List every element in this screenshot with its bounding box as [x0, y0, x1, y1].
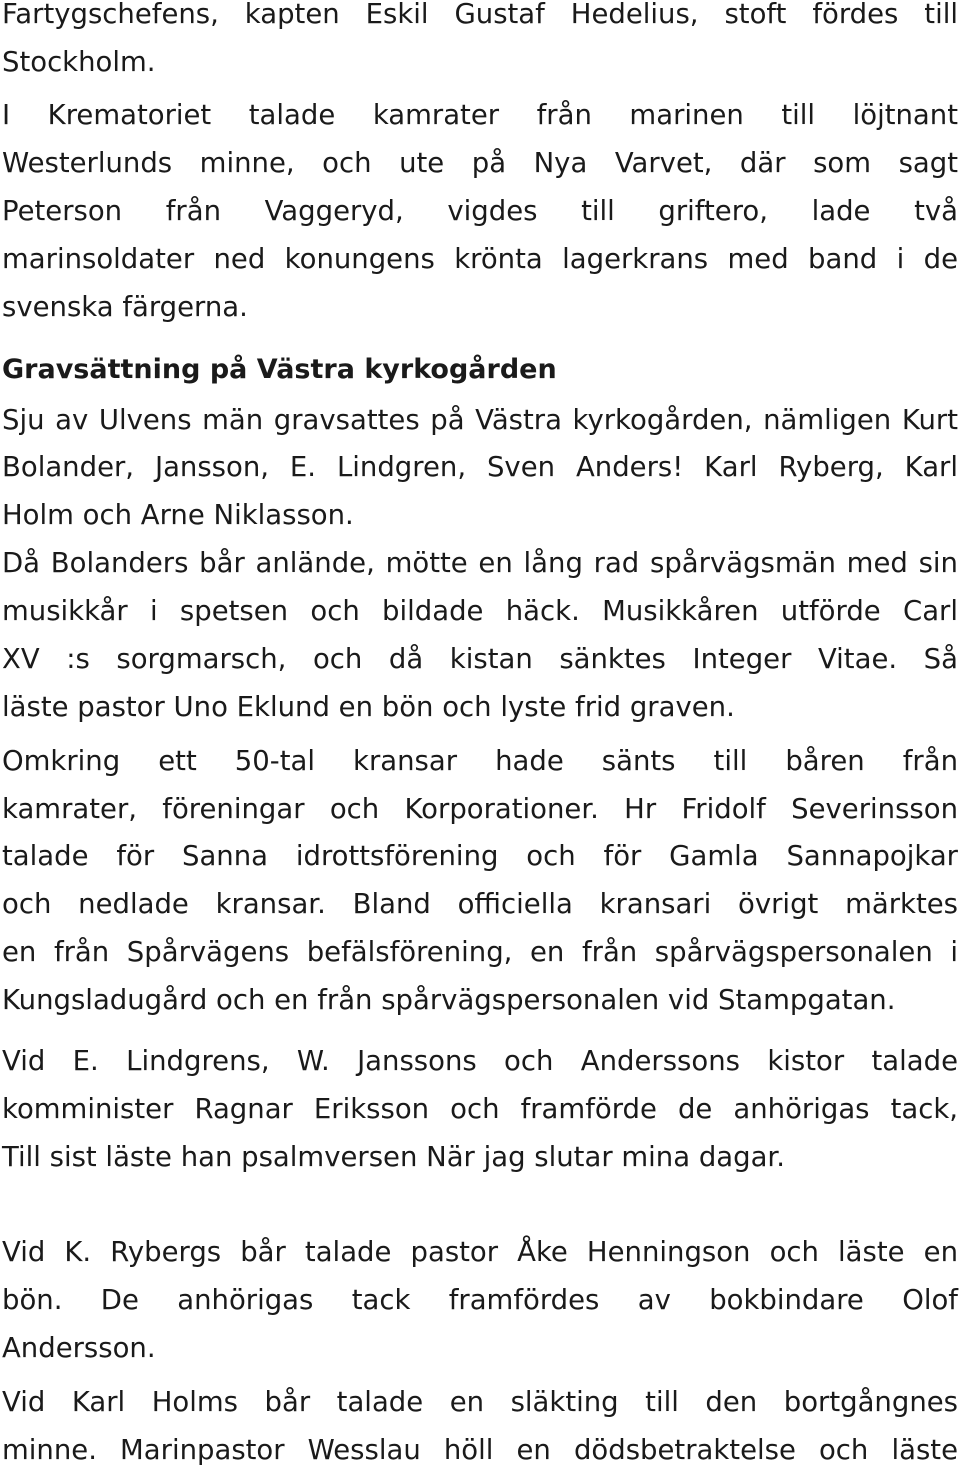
text-line: musikkår i spetsen och bildade häck. Musikkåren utförde Carl — [2, 595, 958, 627]
text-line: I Krematoriet talade kamrater från marinen till löjtnant — [2, 99, 958, 131]
text-line: Sju av Ulvens män gravsattes på Västra kyrkogården, nämligen Kurt — [2, 404, 958, 436]
text-line: Holm och Arne Niklasson. — [2, 499, 354, 531]
section-heading: Gravsättning på Västra kyrkogården — [2, 354, 557, 385]
text-line: Då Bolanders bår anlände, mötte en lång rad spårvägsmän med sin — [2, 547, 958, 579]
text-line: Omkring ett 50-tal kransar hade sänts till båren från — [2, 745, 958, 777]
text-line: Westerlunds minne, och ute på Nya Varvet, där som sagt — [2, 147, 958, 179]
text-line: svenska färgerna. — [2, 291, 248, 323]
text-line: Stockholm. — [2, 46, 156, 78]
text-line: bön. De anhörigas tack framfördes av bokbindare Olof — [2, 1284, 958, 1316]
text-line: XV :s sorgmarsch, och då kistan sänktes Integer Vitae. Så — [2, 643, 958, 675]
text-line: läste pastor Uno Eklund en bön och lyste frid graven. — [2, 691, 735, 723]
text-line: Vid Karl Holms bår talade en släkting till den bortgångnes — [2, 1386, 958, 1418]
text-line: kamrater, föreningar och Korporationer. Hr Fridolf Severinsson — [2, 793, 958, 825]
text-line: minne. Marinpastor Wesslau höll en dödsbetraktelse och läste — [2, 1434, 958, 1466]
text-line: Fartygschefens, kapten Eskil Gustaf Hedelius, stoft fördes till — [2, 0, 958, 30]
text-line: Vid E. Lindgrens, W. Janssons och Anderssons kistor talade — [2, 1045, 958, 1077]
text-line: och nedlade kransar. Bland officiella kransari övrigt märktes — [2, 888, 958, 920]
text-line: Peterson från Vaggeryd, vigdes till griftero, lade två — [2, 195, 958, 227]
text-line: Kungsladugård och en från spårvägspersonalen vid Stampgatan. — [2, 984, 896, 1016]
text-line: komminister Ragnar Eriksson och framförde de anhörigas tack, — [2, 1093, 958, 1125]
text-line: Bolander, Jansson, E. Lindgren, Sven Anders! Karl Ryberg, Karl — [2, 451, 958, 483]
text-line: en från Spårvägens befälsförening, en från spårvägspersonalen i — [2, 936, 958, 968]
text-line: Andersson. — [2, 1332, 156, 1364]
text-line: marinsoldater ned konungens krönta lagerkrans med band i de — [2, 243, 958, 275]
text-line: talade för Sanna idrottsförening och för Gamla Sannapojkar — [2, 840, 958, 872]
text-line: Vid K. Rybergs bår talade pastor Åke Henningson och läste en — [2, 1236, 958, 1268]
text-line: Till sist läste han psalmversen När jag slutar mina dagar. — [2, 1141, 785, 1173]
